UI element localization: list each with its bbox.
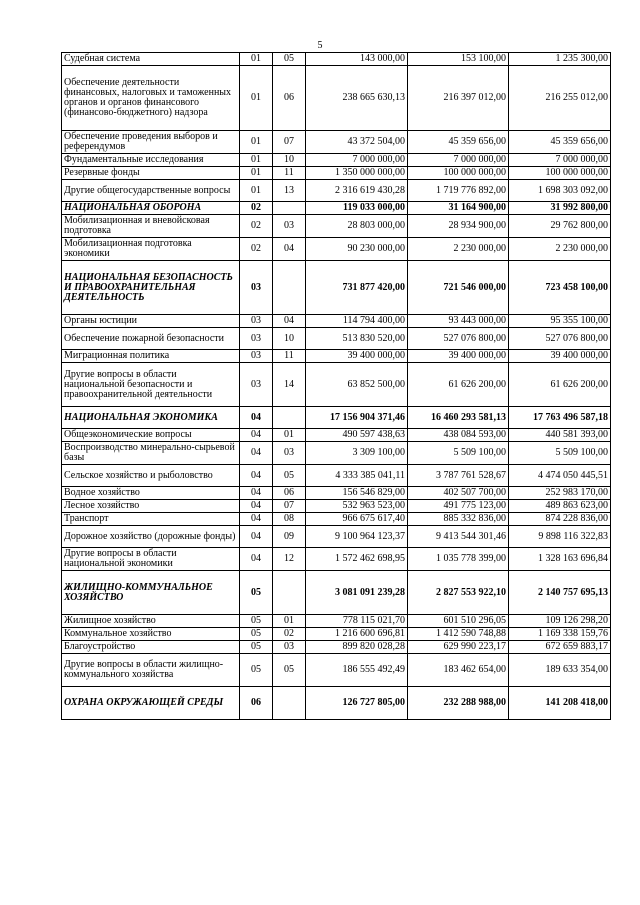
row-section-code: 04 <box>240 429 273 442</box>
page-number: 5 <box>317 40 323 51</box>
row-value-year-1: 4 333 385 041,11 <box>306 465 408 487</box>
row-value-year-3: 189 633 354,00 <box>509 654 611 687</box>
row-section-code: 05 <box>240 654 273 687</box>
table-row <box>62 131 611 154</box>
row-value-year-1: 143 000,00 <box>306 53 408 66</box>
row-section-code: 01 <box>240 154 273 167</box>
row-subsection-code: 05 <box>273 654 306 687</box>
row-value-year-3: 61 626 200,00 <box>509 363 611 407</box>
row-value-year-1: 1 350 000 000,00 <box>306 167 408 180</box>
row-subsection-code: 14 <box>273 363 306 407</box>
row-subsection-code: 03 <box>273 442 306 465</box>
row-section-code: 01 <box>240 167 273 180</box>
table-row <box>62 513 611 526</box>
row-section-code: 01 <box>240 53 273 66</box>
row-value-year-3: 45 359 656,00 <box>509 131 611 154</box>
row-subsection-code: 07 <box>273 131 306 154</box>
row-value-year-1: 513 830 520,00 <box>306 328 408 350</box>
row-value-year-2: 721 546 000,00 <box>408 261 509 315</box>
table-row <box>62 526 611 548</box>
row-subsection-code: 12 <box>273 548 306 571</box>
row-name: Жилищное хозяйство <box>62 615 240 628</box>
row-section-code: 01 <box>240 180 273 202</box>
row-value-year-2: 601 510 296,05 <box>408 615 509 628</box>
row-section-code: 03 <box>240 261 273 315</box>
row-section-code: 04 <box>240 500 273 513</box>
row-subsection-code: 11 <box>273 167 306 180</box>
row-value-year-3: 723 458 100,00 <box>509 261 611 315</box>
row-value-year-1: 238 665 630,13 <box>306 66 408 131</box>
row-value-year-2: 491 775 123,00 <box>408 500 509 513</box>
row-section-code: 04 <box>240 407 273 429</box>
table-row <box>62 180 611 202</box>
row-name: Транспорт <box>62 513 240 526</box>
row-section-code: 05 <box>240 641 273 654</box>
row-value-year-1: 7 000 000,00 <box>306 154 408 167</box>
row-name: ЖИЛИЩНО-КОММУНАЛЬНОЕ ХОЗЯЙСТВО <box>62 571 240 615</box>
row-name: Водное хозяйство <box>62 487 240 500</box>
row-value-year-2: 629 990 223,17 <box>408 641 509 654</box>
row-subsection-code <box>273 571 306 615</box>
row-value-year-2: 1 035 778 399,00 <box>408 548 509 571</box>
row-section-code: 03 <box>240 350 273 363</box>
row-value-year-2: 2 827 553 922,10 <box>408 571 509 615</box>
table-row <box>62 215 611 238</box>
row-name: Лесное хозяйство <box>62 500 240 513</box>
row-name: НАЦИОНАЛЬНАЯ ОБОРОНА <box>62 202 240 215</box>
row-value-year-3: 1 328 163 696,84 <box>509 548 611 571</box>
row-name: Другие вопросы в области жилищно-коммунального хозяйства <box>62 654 240 687</box>
section-row <box>62 407 611 429</box>
table-row <box>62 615 611 628</box>
row-value-year-1: 114 794 400,00 <box>306 315 408 328</box>
row-name: Обеспечение проведения выборов и референдумов <box>62 131 240 154</box>
table-row <box>62 487 611 500</box>
row-subsection-code: 04 <box>273 238 306 261</box>
row-value-year-1: 156 546 829,00 <box>306 487 408 500</box>
row-section-code: 01 <box>240 131 273 154</box>
row-value-year-1: 43 372 504,00 <box>306 131 408 154</box>
row-name: НАЦИОНАЛЬНАЯ БЕЗОПАСНОСТЬ И ПРАВООХРАНИТЕЛЬНАЯ ДЕЯТЕЛЬНОСТЬ <box>62 261 240 315</box>
row-section-code: 04 <box>240 487 273 500</box>
row-value-year-1: 1 216 600 696,81 <box>306 628 408 641</box>
row-subsection-code: 05 <box>273 53 306 66</box>
table-row <box>62 238 611 261</box>
row-name: Коммунальное хозяйство <box>62 628 240 641</box>
row-subsection-code: 13 <box>273 180 306 202</box>
row-name: Миграционная политика <box>62 350 240 363</box>
row-name: Другие общегосударственные вопросы <box>62 180 240 202</box>
row-value-year-3: 1 235 300,00 <box>509 53 611 66</box>
row-value-year-3: 874 228 836,00 <box>509 513 611 526</box>
row-value-year-1: 126 727 805,00 <box>306 687 408 720</box>
row-value-year-1: 966 675 617,40 <box>306 513 408 526</box>
row-value-year-2: 183 462 654,00 <box>408 654 509 687</box>
row-value-year-2: 438 084 593,00 <box>408 429 509 442</box>
row-value-year-2: 402 507 700,00 <box>408 487 509 500</box>
row-subsection-code: 03 <box>273 641 306 654</box>
row-value-year-1: 186 555 492,49 <box>306 654 408 687</box>
table-row <box>62 442 611 465</box>
row-value-year-3: 672 659 883,17 <box>509 641 611 654</box>
row-value-year-2: 527 076 800,00 <box>408 328 509 350</box>
row-value-year-2: 16 460 293 581,13 <box>408 407 509 429</box>
row-value-year-2: 1 719 776 892,00 <box>408 180 509 202</box>
row-subsection-code: 05 <box>273 465 306 487</box>
row-value-year-3: 216 255 012,00 <box>509 66 611 131</box>
table-row <box>62 167 611 180</box>
section-row <box>62 687 611 720</box>
row-value-year-1: 90 230 000,00 <box>306 238 408 261</box>
row-section-code: 05 <box>240 615 273 628</box>
row-value-year-2: 28 934 900,00 <box>408 215 509 238</box>
row-subsection-code: 01 <box>273 429 306 442</box>
row-value-year-3: 9 898 116 322,83 <box>509 526 611 548</box>
row-value-year-2: 3 787 761 528,67 <box>408 465 509 487</box>
row-subsection-code: 03 <box>273 215 306 238</box>
row-name: Обеспечение пожарной безопасности <box>62 328 240 350</box>
table-row <box>62 500 611 513</box>
row-name: Обеспечение деятельности финансовых, налоговых и таможенных органов и органов финансового (финансово-бюджетного) надзора <box>62 66 240 131</box>
row-value-year-3: 489 863 623,00 <box>509 500 611 513</box>
row-section-code: 02 <box>240 202 273 215</box>
row-value-year-3: 1 698 303 092,00 <box>509 180 611 202</box>
section-row <box>62 571 611 615</box>
table-row <box>62 429 611 442</box>
row-section-code: 03 <box>240 315 273 328</box>
row-value-year-3: 2 140 757 695,13 <box>509 571 611 615</box>
row-value-year-3: 109 126 298,20 <box>509 615 611 628</box>
row-subsection-code: 04 <box>273 315 306 328</box>
row-value-year-3: 17 763 496 587,18 <box>509 407 611 429</box>
table-row <box>62 465 611 487</box>
table-row <box>62 328 611 350</box>
section-row <box>62 202 611 215</box>
table-row <box>62 363 611 407</box>
row-value-year-2: 7 000 000,00 <box>408 154 509 167</box>
budget-table <box>61 52 611 720</box>
table-row <box>62 628 611 641</box>
row-value-year-1: 3 081 091 239,28 <box>306 571 408 615</box>
table-row <box>62 654 611 687</box>
table-row <box>62 315 611 328</box>
row-value-year-1: 39 400 000,00 <box>306 350 408 363</box>
row-subsection-code: 11 <box>273 350 306 363</box>
row-value-year-1: 1 572 462 698,95 <box>306 548 408 571</box>
table-row <box>62 548 611 571</box>
row-value-year-3: 100 000 000,00 <box>509 167 611 180</box>
row-section-code: 03 <box>240 363 273 407</box>
table-row <box>62 641 611 654</box>
row-section-code: 06 <box>240 687 273 720</box>
row-value-year-3: 31 992 800,00 <box>509 202 611 215</box>
row-name: НАЦИОНАЛЬНАЯ ЭКОНОМИКА <box>62 407 240 429</box>
row-value-year-2: 5 509 100,00 <box>408 442 509 465</box>
row-subsection-code <box>273 687 306 720</box>
row-value-year-2: 2 230 000,00 <box>408 238 509 261</box>
row-section-code: 02 <box>240 215 273 238</box>
row-name: Другие вопросы в области национальной экономики <box>62 548 240 571</box>
row-name: Дорожное хозяйство (дорожные фонды) <box>62 526 240 548</box>
row-value-year-2: 1 412 590 748,88 <box>408 628 509 641</box>
row-value-year-3: 39 400 000,00 <box>509 350 611 363</box>
row-value-year-1: 119 033 000,00 <box>306 202 408 215</box>
row-section-code: 05 <box>240 571 273 615</box>
row-value-year-2: 39 400 000,00 <box>408 350 509 363</box>
row-value-year-2: 153 100,00 <box>408 53 509 66</box>
section-row <box>62 261 611 315</box>
row-name: Мобилизационная и вневойсковая подготовка <box>62 215 240 238</box>
row-subsection-code: 08 <box>273 513 306 526</box>
row-subsection-code: 02 <box>273 628 306 641</box>
row-value-year-1: 17 156 904 371,46 <box>306 407 408 429</box>
row-subsection-code: 09 <box>273 526 306 548</box>
row-value-year-3: 2 230 000,00 <box>509 238 611 261</box>
row-value-year-2: 885 332 836,00 <box>408 513 509 526</box>
row-value-year-3: 5 509 100,00 <box>509 442 611 465</box>
row-name: Благоустройство <box>62 641 240 654</box>
row-section-code: 03 <box>240 328 273 350</box>
row-value-year-2: 61 626 200,00 <box>408 363 509 407</box>
table-row <box>62 66 611 131</box>
row-value-year-3: 527 076 800,00 <box>509 328 611 350</box>
row-subsection-code: 01 <box>273 615 306 628</box>
row-name: ОХРАНА ОКРУЖАЮЩЕЙ СРЕДЫ <box>62 687 240 720</box>
row-section-code: 05 <box>240 628 273 641</box>
row-value-year-1: 2 316 619 430,28 <box>306 180 408 202</box>
row-value-year-2: 9 413 544 301,46 <box>408 526 509 548</box>
row-value-year-3: 440 581 393,00 <box>509 429 611 442</box>
row-value-year-2: 100 000 000,00 <box>408 167 509 180</box>
row-subsection-code: 10 <box>273 154 306 167</box>
row-section-code: 04 <box>240 465 273 487</box>
row-value-year-2: 31 164 900,00 <box>408 202 509 215</box>
row-value-year-2: 45 359 656,00 <box>408 131 509 154</box>
table-row <box>62 53 611 66</box>
row-value-year-3: 29 762 800,00 <box>509 215 611 238</box>
row-subsection-code <box>273 261 306 315</box>
row-subsection-code <box>273 407 306 429</box>
row-value-year-3: 4 474 050 445,51 <box>509 465 611 487</box>
row-value-year-2: 216 397 012,00 <box>408 66 509 131</box>
row-value-year-1: 899 820 028,28 <box>306 641 408 654</box>
row-value-year-1: 532 963 523,00 <box>306 500 408 513</box>
row-name: Воспроизводство минерально-сырьевой базы <box>62 442 240 465</box>
row-value-year-3: 141 208 418,00 <box>509 687 611 720</box>
row-value-year-3: 95 355 100,00 <box>509 315 611 328</box>
row-name: Органы юстиции <box>62 315 240 328</box>
row-name: Другие вопросы в области национальной безопасности и правоохранительной деятельности <box>62 363 240 407</box>
row-name: Судебная система <box>62 53 240 66</box>
row-section-code: 02 <box>240 238 273 261</box>
table-row <box>62 154 611 167</box>
row-value-year-1: 3 309 100,00 <box>306 442 408 465</box>
row-value-year-1: 731 877 420,00 <box>306 261 408 315</box>
row-subsection-code <box>273 202 306 215</box>
row-value-year-1: 28 803 000,00 <box>306 215 408 238</box>
row-section-code: 01 <box>240 66 273 131</box>
row-section-code: 04 <box>240 442 273 465</box>
row-value-year-1: 778 115 021,70 <box>306 615 408 628</box>
row-value-year-3: 252 983 170,00 <box>509 487 611 500</box>
row-name: Общеэкономические вопросы <box>62 429 240 442</box>
row-value-year-1: 9 100 964 123,37 <box>306 526 408 548</box>
row-value-year-2: 93 443 000,00 <box>408 315 509 328</box>
row-name: Резервные фонды <box>62 167 240 180</box>
row-section-code: 04 <box>240 526 273 548</box>
row-value-year-1: 63 852 500,00 <box>306 363 408 407</box>
row-value-year-2: 232 288 988,00 <box>408 687 509 720</box>
row-name: Сельское хозяйство и рыболовство <box>62 465 240 487</box>
row-subsection-code: 06 <box>273 66 306 131</box>
row-subsection-code: 06 <box>273 487 306 500</box>
row-section-code: 04 <box>240 548 273 571</box>
row-value-year-3: 1 169 338 159,76 <box>509 628 611 641</box>
row-section-code: 04 <box>240 513 273 526</box>
row-value-year-1: 490 597 438,63 <box>306 429 408 442</box>
row-value-year-3: 7 000 000,00 <box>509 154 611 167</box>
budget-table-body <box>62 53 611 720</box>
row-subsection-code: 10 <box>273 328 306 350</box>
row-name: Фундаментальные исследования <box>62 154 240 167</box>
row-name: Мобилизационная подготовка экономики <box>62 238 240 261</box>
row-subsection-code: 07 <box>273 500 306 513</box>
table-row <box>62 350 611 363</box>
